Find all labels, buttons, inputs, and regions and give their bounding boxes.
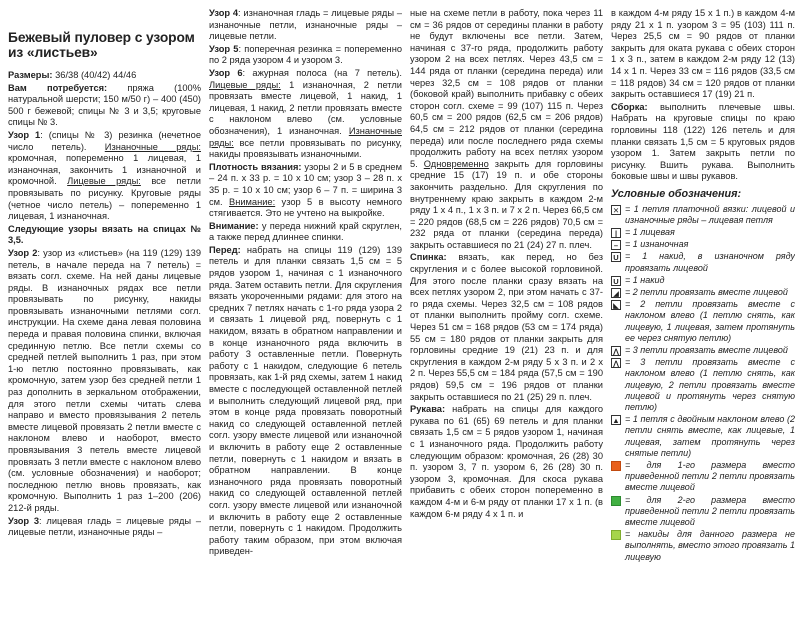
assembly-paragraph: Сборка: выполнить плечевые швы. Набрать на круговые спицы по краю горловины 118 (122) 126 петель и для планки связать 1,5 см = 5 круговых рядов узором 1. Затем закрыть петли по рисунку. Вшить рукава. Выполнить боковые швы и швы рукавов.	[611, 101, 795, 182]
legend-item	[611, 275, 795, 286]
column-1	[8, 0, 201, 626]
legend-item-text: = 1 накид	[625, 274, 665, 285]
chart-symbol-icon: ⋀	[612, 359, 620, 369]
legend-item	[611, 414, 795, 459]
chart-symbol-icon: ◢	[611, 288, 621, 298]
legend-item-text: = 1 изнаночная	[625, 239, 689, 250]
sizes-paragraph: Размеры: 36/38 (40/42) 44/46	[8, 70, 137, 80]
front-continued-paragraph: ные на схеме петли в работу, пока через 11 см = 36 рядов от середины планки в работу не будут включены все петли. Затем, начиная с 37-го ряда, продолжить работу узором 2 на всех петлях. Через 43,5 см = 144 ряда от планки (середина переда) или через 32,5 см = 108 рядов от планки (боковой край) выполнить прибавку с обеих сторон согл. схеме = 99 (107) 115 п. Через 60,5 см = 200 рядов (62,5 см = 206 рядов) 64,5 см = 212 рядов от планки (середина переда) или после последнего ряда схемы продолжить работу на всех петлях узором 5. Одновременно закрыть для горловины средние 15 (17) 19 п. и обе стороны закончить раздельно. Для скругления по внутреннему краю закрыть в каждом 2-м ряду 1 х 4 п., 1 х 3 п. и 7 х 2 п. Через 66,5 см = 220 рядов (68,5 см = 226 рядов) 70,5 см = 232 ряда от планки (середина переда) закрыть оставшиеся по 21 (24) 27 п. плеч.	[410, 8, 603, 250]
legend-item-text: = для 2-го размера вместо приведенной петли 2 петли провязать вместе лицевой	[625, 494, 795, 527]
legend-item	[611, 204, 795, 226]
chart-symbol-icon: ✕	[612, 205, 620, 215]
legend-item	[611, 299, 795, 344]
legend-item-text: = 1 петля с двойным наклоном влево (2 петли снять вместе, как лицевые, 1 лицевая, затем протянуть через снятые петли)	[625, 414, 795, 458]
legend-item-text: = для 1-го размера вместо приведенной петли 2 петли провязать вместе лицевой	[625, 459, 795, 493]
legend-item-text: = 3 петли провязать вместе с наклоном влево (1 петлю снять, как лицевую, 2 петли провязать вместе лицевой и протянуть через снятую петлю)	[625, 357, 795, 412]
legend-item-text: = накиды для данного размера не выполнять, вместо этого провязать 1 лицевую	[625, 529, 795, 562]
legend-title: Условные обозначения:	[611, 187, 742, 200]
legend-item-text: = 1 накид, в изнаночном ряду провязать лицевой	[625, 251, 795, 273]
pattern-5-paragraph: Узор 5: поперечная резинка = попеременно по 2 ряда узором 4 и узором 3.	[209, 43, 402, 66]
legend-item-text: = 3 петли провязать вместе лицевой	[625, 344, 788, 355]
legend-item	[611, 495, 795, 529]
needles-note: Следующие узоры вязать на спицах № 3,5.	[8, 223, 201, 246]
legend-item-text: = 2 петли провязать вместе с наклоном влево (1 петлю снять, как лицевую, 1 лицевая, затем протянуть ее через снятую петлю)	[625, 299, 795, 343]
legend	[611, 204, 795, 563]
legend-item	[611, 529, 795, 563]
page-title: Бежевый пуловер с узором из «листьев»	[8, 30, 195, 60]
orange-swatch-icon	[611, 461, 621, 471]
chart-symbol-icon: ⋀	[612, 346, 620, 356]
legend-item-text: = 2 петли провязать вместе лицевой	[625, 286, 788, 297]
legend-item-text: = 1 лицевая	[625, 226, 675, 237]
chart-symbol-icon: |	[611, 228, 621, 238]
chart-symbol-icon: U	[611, 276, 621, 286]
back-paragraph: Спинка: вязать, как перед, но без скругления и с более высокой горловиной. Для этого после планки сразу вязать на всех петлях узором 2, при этом начать с 37-го ряда схемы. Через 32,5 см = 108 рядов от планки выполнить пройму согл. схеме. Через 51 см = 168 рядов (53 см = 174 ряда) 55 см = 180 рядов от планки закрыть для горловины средние 19 (21) 23 п. и для скругления в каждом 2-м ряду 5 х 3 п. и 2 х 2 п. Через 55,5 см = 184 ряда (57,5 см = 190 рядов) 59,5 см = 196 рядов от планки закрыть оставшиеся по 21 (25) 29 п. плеч.	[410, 252, 603, 402]
legend-item	[611, 239, 795, 250]
green-swatch-icon	[611, 496, 621, 506]
pattern-6-paragraph: Узор 6: ажурная полоса (на 7 петель). Лицевые ряды: 1 изнаночная, 2 петли провязать вместе лицевой, 1 накид, 1 лицевая, 1 накид, 2 петли провязать вместе с наклоном влево (см. условные обозначения), 1 изнаночная. Изнаночные ряды: все петли провязывать по рисунку, накиды провязывать изнаночными.	[209, 67, 402, 160]
legend-item	[611, 227, 795, 238]
pattern-4-paragraph: Узор 4: изнаночная гладь = лицевые ряды – изнаночные петли, изнаночные ряды – лицевые петли.	[209, 8, 402, 42]
legend-item	[611, 345, 795, 356]
legend-item	[611, 357, 795, 413]
materials-paragraph: Вам потребуется: пряжа (100% натуральной шерсти; 150 м/50 г) – 400 (450) 500 г бежевой; спицы № 3 и 3,5; круговые спицы № 3.	[8, 82, 201, 128]
sleeves-continued-paragraph: в каждом 4-м ряду 15 х 1 п.) в каждом 4-м ряду 21 х 1 п. узором 3 = 95 (103) 111 п. Через 25,5 см = 90 рядов от планки закрыть для оката рукава с обеих сторон 1 х 3 п., затем в каждом 2-м ряду 12 (13) 14 х 1 п. Через 33 см = 116 рядов (33,5 см = 118 рядов) 34 см = 120 рядов от планки закрыть оставшиеся 17 (19) 21 п.	[611, 8, 795, 100]
column-2	[209, 0, 402, 626]
column-4	[611, 0, 795, 626]
chart-symbol-icon: U	[611, 252, 621, 262]
lime-swatch-icon	[611, 530, 621, 540]
column-3	[410, 0, 603, 626]
legend-item	[611, 287, 795, 298]
legend-item	[611, 251, 795, 273]
front-paragraph: Перед: набрать на спицы 119 (129) 139 петель и для планки связать 1,5 см = 5 рядов узором 1, начиная с 1 изнаночного ряда. Затем оставить петли. Для скругления вязать укороченными рядами: для этого на средних 7 петлях начать с 1-го ряда узора 2 и связать 1 лицевой ряд, повернуть с 1 накидом, вязать в обратном направлении и в конце изнаночного ряда включить в работу 3 оставленные петли. Повернуть работу с 1 накидом, следующие 6 петель провязать, как 1-й ряд схемы, затем 1 накид вместе с последующей оставленной петлей и выполнить следующий лицевой ряд, при этом в конце ряда провязать поворотный накид со следующей оставленной петлей согл. узору вместе лицевой или изнаночной и включить в работу еще 2 оставленные петли, повернуть с 1 накидом и вязать в обратном направлении. В конце изнаночного ряда провязать поворотный накид со следующей оставленной петлей согл. узору вместе лицевой или изнаночной и включить в работу еще 2 оставленные петли, повернуть с 1 накидом. Продолжить работу таким образом, при этом включая приведен-	[209, 244, 402, 557]
pattern-2-paragraph: Узор 2: узор из «листьев» (на 119 (129) 139 петель, в начале переда на 7 петель) = вязать согл. схеме. На ней даны лицевые ряды. В изнаночных рядах все петли провязывать по рисунку, накиды провязывать изнаночными петлями согл. инструкции. На схеме дана левая половина переда и правая половина спинки, включая срединную петлю. Все петли схемы со средней петлей выполнить 1 раз, при этом 1-ю петлю постоянно провязывать, как кромочную, затем узор без средней петли 1 раз дополнить в зеркальном отображении, для этого петли схемы читать слева направо и вместо провязывания 2 петель вместе лицевой провязать 2 петли вместе с наклоном влево и наоборот, вместо провязывания 3 петель вместе лицевой провязать 3 петли вместе с наклоном влево (см. условные обозначения) и наоборот; последнюю петлю вновь провязать, как кромочную. Выполнить 1 раз 1–200 (206) 212-й ряды.	[8, 247, 201, 513]
legend-item	[611, 460, 795, 494]
chart-symbol-icon: ▲	[612, 416, 620, 426]
pattern-3-paragraph: Узор 3: лицевая гладь = лицевые ряды – лицевые петли, изнаночные ряды –	[8, 515, 201, 538]
legend-item-text: = 1 петля платочной вязки: лицевой и изнаночные ряды – лицевая петля	[625, 203, 795, 225]
sleeves-paragraph: Рукава: набрать на спицы для каждого рукава по 61 (65) 69 петель и для планки связать 1,5 см = 5 рядов узором 1, начиная с 1 изнаночного ряда. Продолжить работу следующим образом: кромочная, 26 (28) 30 п. узором 3, 7 п. узором 6, 26 (28) 30 п. узором 3, кромочная. Для скоса рукава прибавить с обеих сторон попеременно в каждом 4-м и 6-м ряду от планки 17 х 1 п. (в каждом 6-м ряду 4 х 1 п. и	[410, 404, 603, 519]
chart-symbol-icon: –	[611, 240, 621, 250]
chart-symbol-icon: ◣	[611, 300, 621, 310]
attention-paragraph: Внимание: у переда нижний край скруглен, а также перед длиннее спинки.	[209, 220, 402, 243]
gauge-paragraph: Плотность вязания: узоры 2 и 5 в среднем – 24 п. х 33 р. = 10 х 10 см; узор 3 – 28 п. х 35 р. = 10 х 10 см; узор 6 – 7 п. = ширина 3 см. Внимание: узор 5 в высоту немного стягивается. Это не учтено на выкройке.	[209, 161, 402, 219]
pattern-1-paragraph: Узор 1: (спицы № 3) резинка (нечетное число петель). Изнаночные ряды: кромочная, попеременно 1 лицевая, 1 изнаночная, закончить 1 изнаночной и кромочной. Лицевые ряды: все петли провязывать по рисунку. Круговые ряды (четное число петель) – попеременно 1 лицевая, 1 изнаночная.	[8, 129, 201, 222]
